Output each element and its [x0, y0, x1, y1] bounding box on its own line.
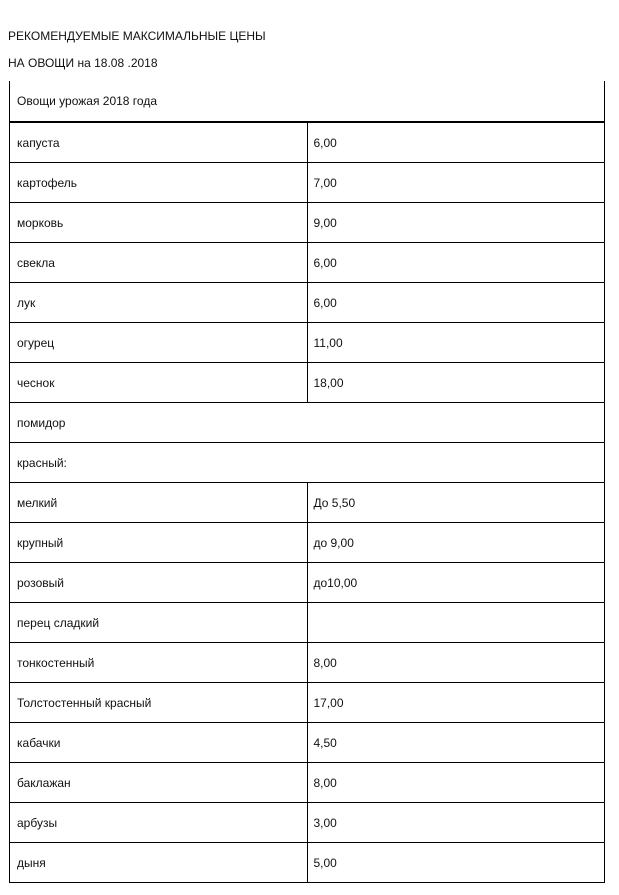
document-title-line-1: РЕКОМЕНДУЕМЫЕ МАКСИМАЛЬНЫЕ ЦЕНЫ	[8, 29, 266, 43]
vegetable-name-cell: дыня	[10, 843, 308, 883]
price-cell: 7,00	[307, 163, 605, 203]
vegetable-name-cell: перец сладкий	[10, 603, 308, 643]
table-header-cell: Овощи урожая 2018 года	[10, 81, 605, 122]
table-row	[10, 483, 605, 523]
vegetable-name-cell: лук	[10, 283, 308, 323]
vegetable-name-cell: картофель	[10, 163, 308, 203]
price-table	[9, 81, 605, 883]
table-row	[10, 443, 605, 483]
table-row	[10, 643, 605, 683]
table-row	[10, 563, 605, 603]
price-cell: до 9,00	[307, 523, 605, 563]
price-cell: До 5,50	[307, 483, 605, 523]
price-cell: 6,00	[307, 243, 605, 283]
vegetable-name-cell: Толстостенный красный	[10, 683, 308, 723]
price-cell: 11,00	[307, 323, 605, 363]
vegetable-name-cell: кабачки	[10, 723, 308, 763]
table-header-row	[10, 81, 605, 122]
price-cell: до10,00	[307, 563, 605, 603]
table-row	[10, 403, 605, 443]
table-row	[10, 803, 605, 843]
table-row	[10, 283, 605, 323]
vegetable-name-cell: крупный	[10, 523, 308, 563]
vegetable-name-cell: помидор	[10, 403, 605, 443]
price-cell: 6,00	[307, 122, 605, 163]
table-row	[10, 683, 605, 723]
table-row	[10, 203, 605, 243]
vegetable-name-cell: арбузы	[10, 803, 308, 843]
vegetable-name-cell: чеснок	[10, 363, 308, 403]
vegetable-name-cell: свекла	[10, 243, 308, 283]
document-title-line-2: НА ОВОЩИ на 18.08 .2018	[8, 56, 158, 70]
table-row	[10, 763, 605, 803]
vegetable-name-cell: баклажан	[10, 763, 308, 803]
price-cell: 6,00	[307, 283, 605, 323]
table-row	[10, 723, 605, 763]
table-row	[10, 323, 605, 363]
table-row	[10, 523, 605, 563]
price-cell: 18,00	[307, 363, 605, 403]
vegetable-name-cell: капуста	[10, 122, 308, 163]
price-cell: 5,00	[307, 843, 605, 883]
price-cell	[307, 603, 605, 643]
table-row	[10, 122, 605, 163]
table-row	[10, 243, 605, 283]
vegetable-name-cell: розовый	[10, 563, 308, 603]
vegetable-name-cell: мелкий	[10, 483, 308, 523]
price-cell: 4,50	[307, 723, 605, 763]
price-cell: 8,00	[307, 643, 605, 683]
table-row	[10, 603, 605, 643]
price-cell: 8,00	[307, 763, 605, 803]
price-cell: 9,00	[307, 203, 605, 243]
vegetable-name-cell: тонкостенный	[10, 643, 308, 683]
price-table-body	[10, 81, 605, 883]
vegetable-name-cell: красный:	[10, 443, 605, 483]
table-row	[10, 363, 605, 403]
vegetable-name-cell: морковь	[10, 203, 308, 243]
table-row	[10, 843, 605, 883]
price-cell: 17,00	[307, 683, 605, 723]
table-row	[10, 163, 605, 203]
price-cell: 3,00	[307, 803, 605, 843]
vegetable-name-cell: огурец	[10, 323, 308, 363]
